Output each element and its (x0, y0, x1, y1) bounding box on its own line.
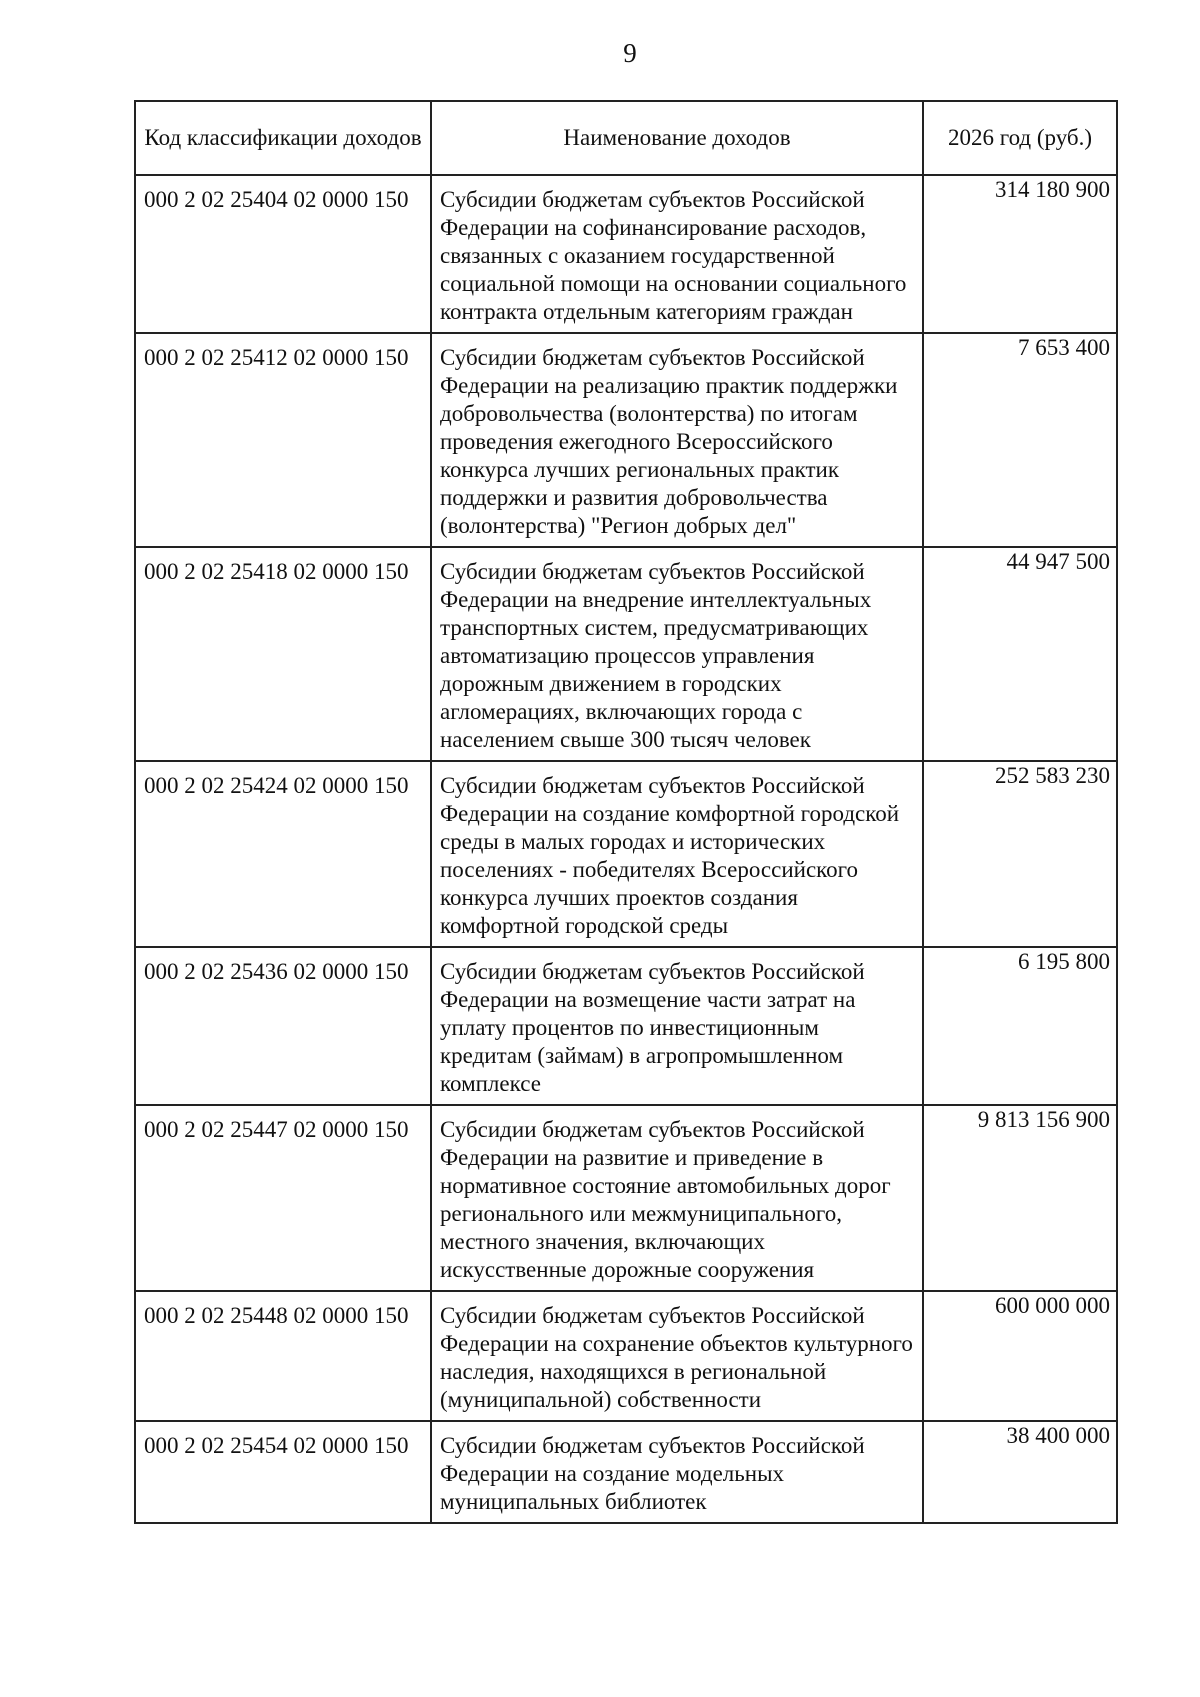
header-code: Код классификации доходов (135, 101, 431, 175)
table-header-row (135, 101, 1117, 175)
cell-amount: 314 180 900 (923, 175, 1117, 333)
table-row (135, 175, 1117, 333)
cell-code: 000 2 02 25448 02 0000 150 (135, 1291, 431, 1421)
table-row (135, 761, 1117, 947)
cell-amount: 9 813 156 900 (923, 1105, 1117, 1291)
cell-code: 000 2 02 25412 02 0000 150 (135, 333, 431, 547)
cell-amount: 7 653 400 (923, 333, 1117, 547)
cell-code: 000 2 02 25454 02 0000 150 (135, 1421, 431, 1523)
cell-amount: 600 000 000 (923, 1291, 1117, 1421)
revenue-table (134, 100, 1118, 1524)
cell-code: 000 2 02 25447 02 0000 150 (135, 1105, 431, 1291)
cell-name: Субсидии бюджетам субъектов Российской Федерации на сохранение объектов культурного наследия, находящихся в региональной (муниципальной) собственности (431, 1291, 923, 1421)
cell-name: Субсидии бюджетам субъектов Российской Федерации на возмещение части затрат на уплату процентов по инвестиционным кредитам (займам) в агропромышленном комплексе (431, 947, 923, 1105)
table-row (135, 1291, 1117, 1421)
header-name: Наименование доходов (431, 101, 923, 175)
cell-name: Субсидии бюджетам субъектов Российской Федерации на создание модельных муниципальных библиотек (431, 1421, 923, 1523)
cell-name: Субсидии бюджетам субъектов Российской Федерации на развитие и приведение в нормативное состояние автомобильных дорог регионального или межмуниципального, местного значения, включающих искусственные дорожные сооружения (431, 1105, 923, 1291)
table-row (135, 1421, 1117, 1523)
cell-name: Субсидии бюджетам субъектов Российской Федерации на реализацию практик поддержки добровольчества (волонтерства) по итогам проведения ежегодного Всероссийского конкурса лучших региональных практик поддержки и развития добровольчества (волонтерства) "Регион добрых дел" (431, 333, 923, 547)
cell-code: 000 2 02 25436 02 0000 150 (135, 947, 431, 1105)
cell-name: Субсидии бюджетам субъектов Российской Федерации на софинансирование расходов, связанных с оказанием государственной социальной помощи на основании социального контракта отдельным категориям граждан (431, 175, 923, 333)
cell-amount: 252 583 230 (923, 761, 1117, 947)
cell-name: Субсидии бюджетам субъектов Российской Федерации на создание комфортной городской среды в малых городах и исторических поселениях - победителях Всероссийского конкурса лучших проектов создания комфортной городской среды (431, 761, 923, 947)
table-row (135, 947, 1117, 1105)
table-row (135, 547, 1117, 761)
cell-amount: 44 947 500 (923, 547, 1117, 761)
cell-amount: 38 400 000 (923, 1421, 1117, 1523)
header-amount: 2026 год (руб.) (923, 101, 1117, 175)
cell-code: 000 2 02 25418 02 0000 150 (135, 547, 431, 761)
cell-amount: 6 195 800 (923, 947, 1117, 1105)
cell-code: 000 2 02 25424 02 0000 150 (135, 761, 431, 947)
table-row (135, 1105, 1117, 1291)
cell-name: Субсидии бюджетам субъектов Российской Федерации на внедрение интеллектуальных транспортных систем, предусматривающих автоматизацию процессов управления дорожным движением в городских агломерациях, включающих города с населением свыше 300 тысяч человек (431, 547, 923, 761)
cell-code: 000 2 02 25404 02 0000 150 (135, 175, 431, 333)
page-number: 9 (623, 38, 637, 68)
table-row (135, 333, 1117, 547)
